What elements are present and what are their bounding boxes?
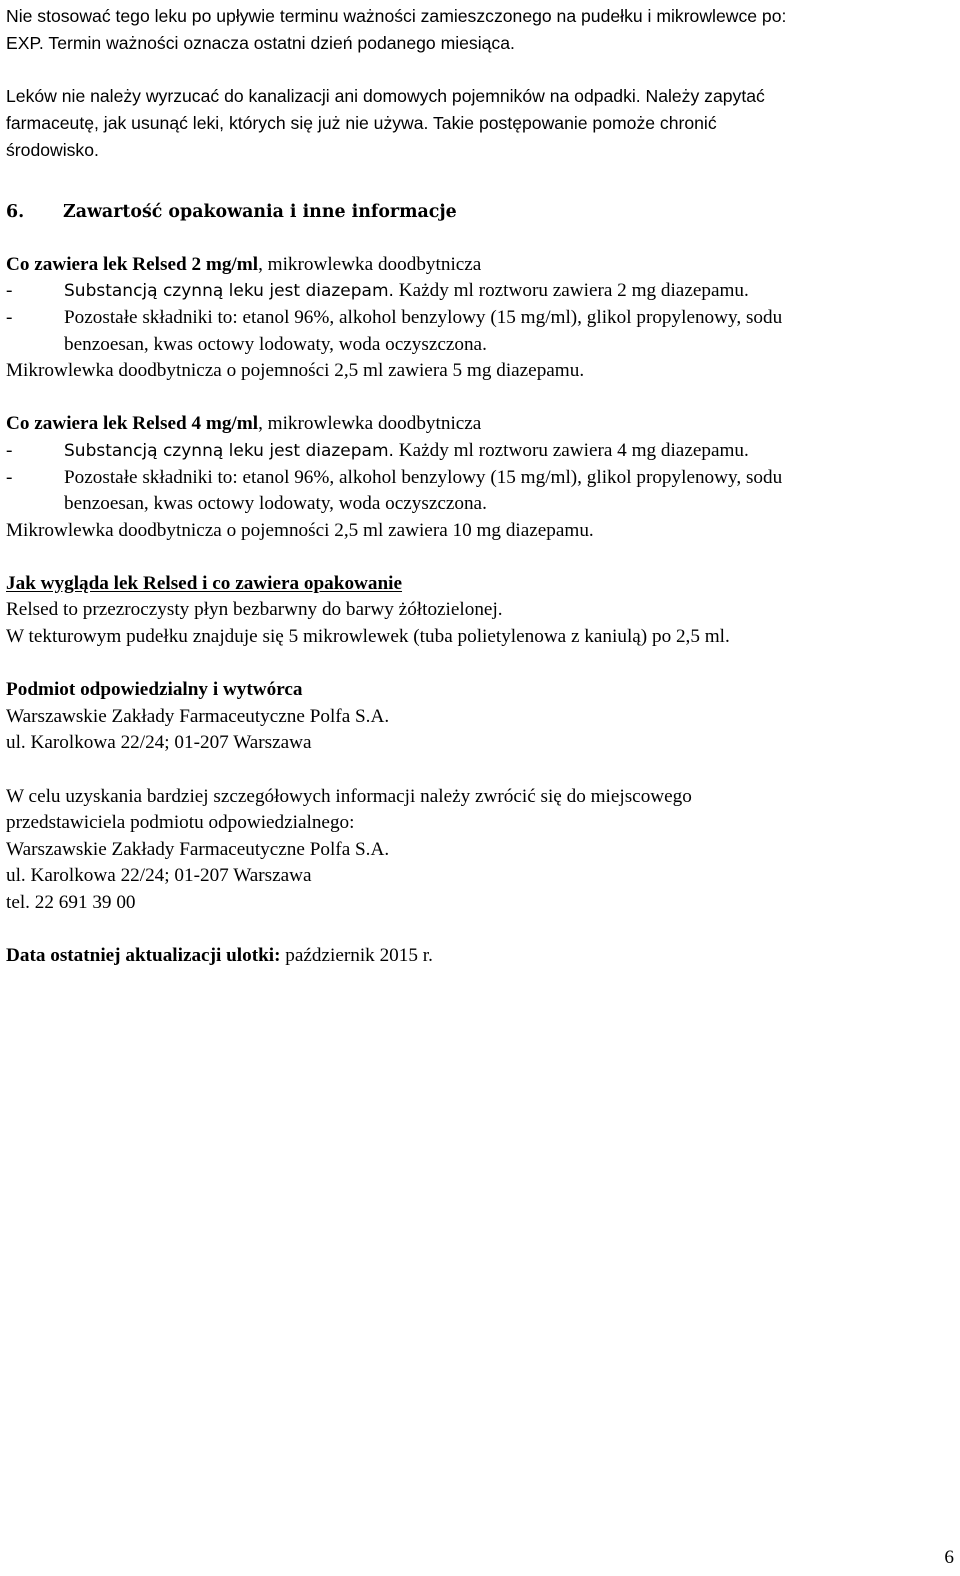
contact-phone: tel. 22 691 39 00 bbox=[6, 892, 136, 913]
list-item: - Pozostałe składniki to: etanol 96%, alkohol benzylowy (15 mg/ml), glikol propylenowy, sodu benzoesan, kwas octowy lodowaty, woda oczyszczona. bbox=[6, 306, 783, 355]
relsed-4-block bbox=[6, 411, 946, 544]
appearance-line: Relsed to przezroczysty płyn bezbarwny do barwy żółtozielonej. bbox=[6, 599, 503, 621]
manufacturer-block bbox=[6, 677, 946, 757]
update-date-line: Data ostatniej aktualizacji ulotki: październik 2015 r. bbox=[6, 945, 433, 967]
list-item: - Substancją czynną leku jest diazepam. Każdy ml roztworu zawiera 4 mg diazepamu. bbox=[6, 439, 749, 461]
manufacturer-address: ul. Karolkowa 22/24; 01-207 Warszawa bbox=[6, 732, 312, 754]
volume-line: Mikrowlewka doodbytnicza o pojemności 2,5 ml zawiera 10 mg diazepamu. bbox=[6, 519, 594, 541]
relsed-2-block bbox=[6, 252, 946, 385]
leaflet-page bbox=[6, 3, 946, 970]
section-title: Zawartość opakowania i inne informacje bbox=[63, 201, 457, 222]
relsed-2-heading: Co zawiera lek Relsed 2 mg/ml, mikrowlewka doodbytnicza bbox=[6, 253, 482, 275]
disposal-line: farmaceutę, jak usunąć leki, których się już nie używa. Takie postępowanie pomoże chronić bbox=[6, 113, 717, 134]
list-item: - Substancją czynną leku jest diazepam. Każdy ml roztworu zawiera 2 mg diazepamu. bbox=[6, 280, 749, 302]
contact-line: przedstawiciela podmiotu odpowiedzialnego: bbox=[6, 812, 355, 834]
storage-paragraph bbox=[6, 3, 946, 56]
disposal-line: środowisko. bbox=[6, 139, 99, 160]
contact-line: W celu uzyskania bardziej szczegółowych informacji należy zwrócić się do miejscowego bbox=[6, 785, 692, 807]
section-number: 6. bbox=[6, 201, 25, 222]
storage-line: Nie stosować tego leku po upływie terminu ważności zamieszczonego na pudełku i mikrowlewce po: bbox=[6, 6, 787, 26]
appearance-line: W tekturowym pudełku znajduje się 5 mikrowlewek (tuba polietylenowa z kaniulą) po 2,5 ml. bbox=[6, 626, 730, 648]
contact-block bbox=[6, 784, 946, 917]
disposal-line: Leków nie należy wyrzucać do kanalizacji ani domowych pojemników na odpadki. Należy zapytać bbox=[6, 85, 765, 106]
list-item: - Pozostałe składniki to: etanol 96%, alkohol benzylowy (15 mg/ml), glikol propylenowy, sodu benzoesan, kwas octowy lodowaty, woda oczyszczona. bbox=[6, 466, 783, 515]
disposal-paragraph bbox=[6, 83, 946, 164]
storage-line: EXP. Termin ważności oznacza ostatni dzień podanego miesiąca. bbox=[6, 32, 515, 53]
relsed-4-heading: Co zawiera lek Relsed 4 mg/ml, mikrowlewka doodbytnicza bbox=[6, 413, 482, 435]
manufacturer-heading: Podmiot odpowiedzialny i wytwórca bbox=[6, 679, 303, 701]
manufacturer-name: Warszawskie Zakłady Farmaceutyczne Polfa S.A. bbox=[6, 705, 390, 727]
contact-address: ul. Karolkowa 22/24; 01-207 Warszawa bbox=[6, 865, 312, 887]
page-number: 6 bbox=[944, 1547, 954, 1568]
appearance-heading: Jak wygląda lek Relsed i co zawiera opakowanie bbox=[6, 572, 403, 594]
contact-name: Warszawskie Zakłady Farmaceutyczne Polfa S.A. bbox=[6, 838, 390, 860]
section-6-heading bbox=[6, 199, 946, 226]
volume-line: Mikrowlewka doodbytnicza o pojemności 2,5 ml zawiera 5 mg diazepamu. bbox=[6, 360, 585, 382]
appearance-block bbox=[6, 571, 946, 651]
